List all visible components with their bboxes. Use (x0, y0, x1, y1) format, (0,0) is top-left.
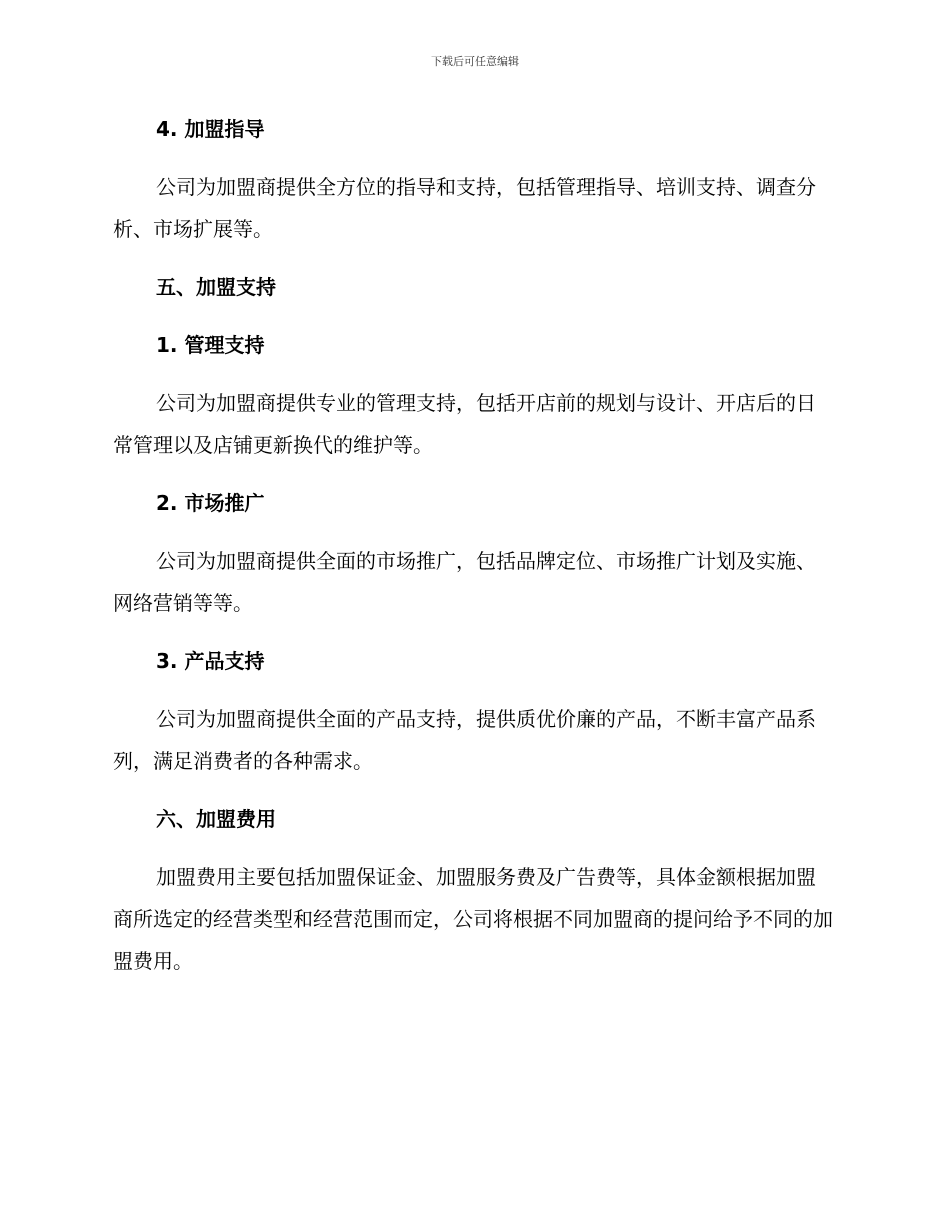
section-heading-management-support: 1. 管理支持 (156, 333, 265, 357)
paragraph-product-support: 公司为加盟商提供全面的产品支持，提供质优价廉的产品，不断丰富产品系列，满足消费者的各种需求。 (113, 707, 816, 773)
chapter-heading-franchise-support: 五、加盟支持 (156, 275, 276, 299)
paragraph-market-promotion: 公司为加盟商提供全面的市场推广，包括品牌定位、市场推广计划及实施、网络营销等等。 (113, 549, 816, 615)
section-heading-franchise-guidance: 4. 加盟指导 (156, 117, 265, 141)
paragraph-franchise-guidance: 公司为加盟商提供全方位的指导和支持，包括管理指导、培训支持、调查分析、市场扩展等。 (113, 175, 816, 241)
document-body (113, 108, 833, 982)
paragraph-franchise-fees: 加盟费用主要包括加盟保证金、加盟服务费及广告费等，具体金额根据加盟商所选定的经营类型和经营范围而定，公司将根据不同加盟商的提问给予不同的加盟费用。 (113, 865, 833, 973)
page-header: 下载后可任意编辑 (431, 55, 519, 68)
section-heading-market-promotion: 2. 市场推广 (156, 491, 265, 515)
paragraph-management-support: 公司为加盟商提供专业的管理支持，包括开店前的规划与设计、开店后的日常管理以及店铺更新换代的维护等。 (113, 391, 816, 457)
section-heading-product-support: 3. 产品支持 (156, 649, 265, 673)
chapter-heading-franchise-fees: 六、加盟费用 (156, 807, 276, 831)
